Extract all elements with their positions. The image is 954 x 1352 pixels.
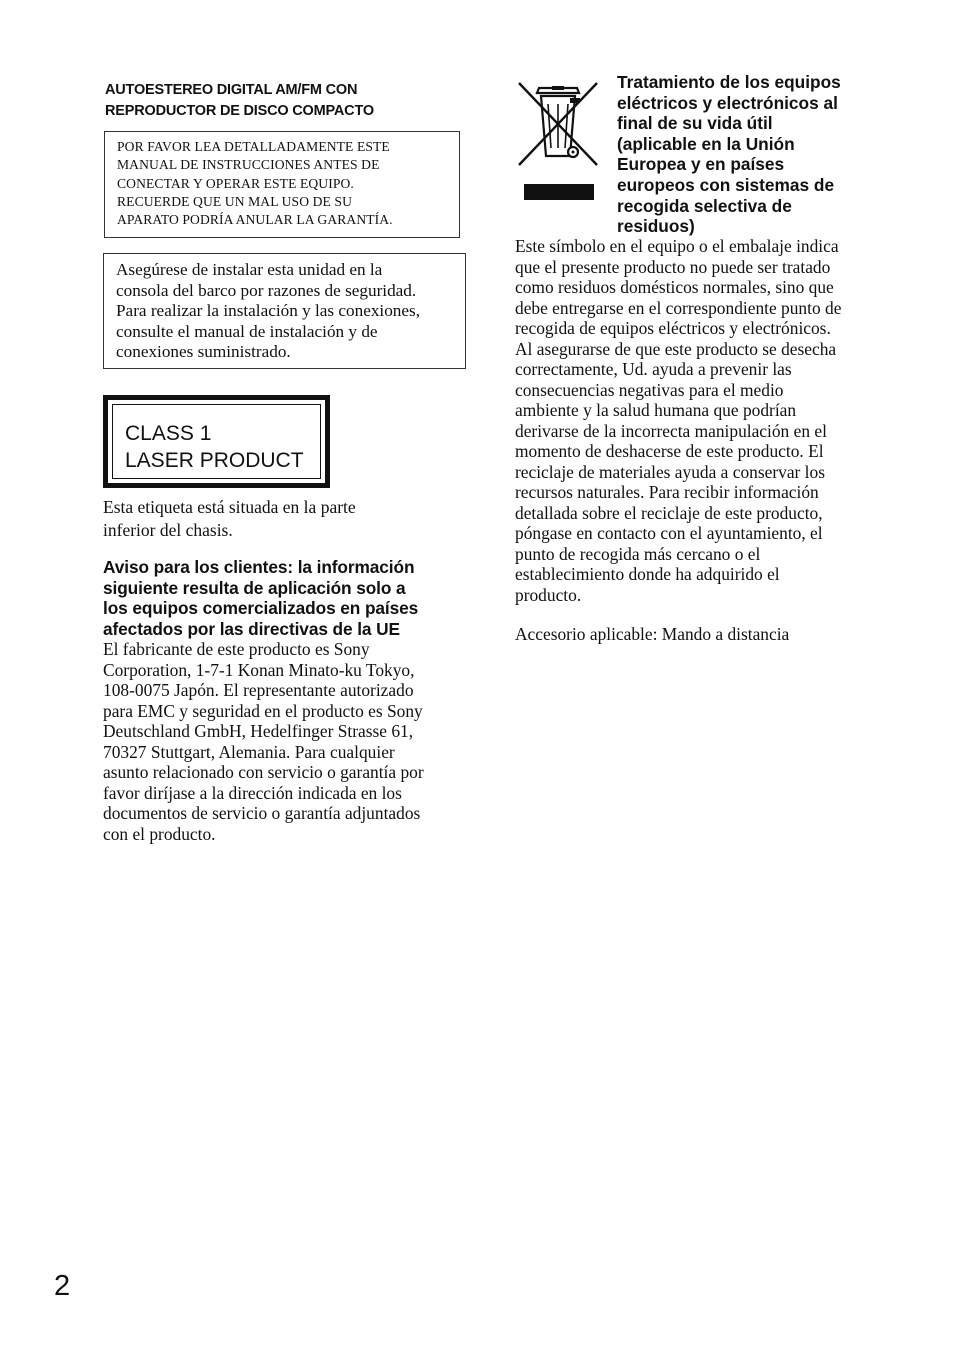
- weee-heading-line: recogida selectiva de: [617, 195, 792, 216]
- weee-heading-line: final de su vida útil: [617, 113, 773, 134]
- installation-notice-box: [103, 253, 466, 369]
- weee-body-line: Este símbolo en el equipo o el embalaje indica: [515, 236, 839, 256]
- eu-body-line: Deutschland GmbH, Hedelfinger Strasse 61,: [103, 721, 414, 741]
- weee-body: [515, 236, 885, 605]
- weee-body-line: detallada sobre el reciclaje de este producto,: [515, 502, 823, 523]
- weee-body-line: recogida de equipos eléctricos y electrónicos.: [515, 318, 831, 338]
- eu-heading-line: Aviso para los clientes: la información: [103, 557, 415, 577]
- eu-body-line: documentos de servicio o garantía adjuntados: [103, 803, 421, 823]
- install-line: consola del barco por razones de seguridad.: [116, 280, 417, 300]
- caption-line: Esta etiqueta está situada en la parte: [103, 497, 356, 517]
- weee-heading-line: eléctricos y electrónicos al: [617, 92, 838, 113]
- eu-notice-heading: [103, 557, 473, 639]
- weee-heading-line: Tratamiento de los equipos: [617, 72, 841, 92]
- notice-line: CONECTAR Y OPERAR ESTE EQUIPO.: [117, 175, 354, 191]
- weee-heading-line: (aplicable en la Unión: [617, 133, 795, 154]
- laser-label-inner-frame: [112, 404, 321, 479]
- weee-body-line: que el presente producto no puede ser tratado: [515, 256, 831, 277]
- eu-body-line: con el producto.: [103, 823, 216, 844]
- weee-heading-line: residuos): [617, 216, 695, 237]
- crossed-out-wheelie-bin-icon: [515, 78, 601, 204]
- weee-body-line: debe entregarse en el correspondiente punto de: [515, 297, 842, 318]
- product-title: [105, 80, 465, 122]
- weee-heading-line: europeos con sistemas de: [617, 174, 835, 195]
- weee-body-line: ambiente y la salud humana que podrían: [515, 400, 797, 420]
- warranty-notice-box: [104, 131, 460, 238]
- eu-body-line: El fabricante de este producto es Sony: [103, 639, 370, 659]
- install-line: Para realizar la instalación y las conexiones,: [116, 301, 420, 321]
- weee-body-line: punto de recogida más cercano o el: [515, 543, 761, 564]
- install-line: consulte el manual de instalación y de: [116, 321, 378, 341]
- eu-body-line: 70327 Stuttgart, Alemania. Para cualquier: [103, 741, 395, 762]
- weee-body-line: momento de deshacerse de este producto. El: [515, 441, 824, 461]
- eu-notice-body: [103, 639, 468, 844]
- eu-body-line: favor diríjase a la dirección indicada en los: [103, 782, 402, 803]
- laser-class-label: [103, 395, 330, 488]
- weee-body-line: producto.: [515, 584, 582, 605]
- eu-heading-line: siguiente resulta de aplicación solo a: [103, 577, 406, 598]
- weee-body-line: establecimiento donde ha adquirido el: [515, 564, 780, 584]
- laser-label-line: CLASS 1: [125, 422, 212, 445]
- weee-body-line: recursos naturales. Para recibir información: [515, 482, 819, 502]
- product-title-line: AUTOESTEREO DIGITAL AM/FM CON: [105, 82, 358, 98]
- eu-heading-line: los equipos comercializados en países: [103, 598, 419, 619]
- eu-body-line: 108-0075 Japón. El representante autorizado: [103, 680, 414, 700]
- laser-label-line: LASER PRODUCT: [125, 449, 304, 472]
- notice-line: RECUERDE QUE UN MAL USO DE SU: [117, 193, 353, 209]
- weee-body-line: Al asegurarse de que este producto se desecha: [515, 338, 837, 359]
- install-line: conexiones suministrado.: [116, 342, 291, 362]
- weee-body-line: reciclaje de materiales ayuda a conservar los: [515, 461, 825, 482]
- weee-body-line: derivarse de la incorrecta manipulación en el: [515, 420, 827, 441]
- weee-body-line: como residuos domésticos normales, sino que: [515, 277, 834, 297]
- eu-body-line: asunto relacionado con servicio o garantía por: [103, 762, 424, 782]
- weee-heading: [617, 72, 887, 237]
- eu-heading-line: afectados por las directivas de la UE: [103, 618, 400, 639]
- caption-line: inferior del chasis.: [103, 520, 233, 540]
- install-line: Asegúrese de instalar esta unidad en la: [116, 260, 383, 279]
- weee-body-line: póngase en contacto con el ayuntamiento, el: [515, 523, 823, 543]
- label-caption: [103, 496, 463, 542]
- notice-line: MANUAL DE INSTRUCCIONES ANTES DE: [117, 157, 380, 173]
- weee-body-line: correctamente, Ud. ayuda a prevenir las: [515, 359, 792, 379]
- laser-label-text: [125, 420, 304, 474]
- notice-line: APARATO PODRÍA ANULAR LA GARANTÍA.: [117, 212, 393, 228]
- page-number: 2: [54, 1270, 71, 1302]
- applicable-accessory: Accesorio aplicable: Mando a distancia: [515, 624, 790, 644]
- notice-line: POR FAVOR LEA DETALLADAMENTE ESTE: [117, 139, 390, 154]
- product-title-line: REPRODUCTOR DE DISCO COMPACTO: [105, 103, 374, 119]
- eu-body-line: para EMC y seguridad en el producto es Sony: [103, 700, 423, 721]
- eu-body-line: Corporation, 1-7-1 Konan Minato-ku Tokyo,: [103, 659, 415, 680]
- weee-body-line: consecuencias negativas para el medio: [515, 379, 784, 400]
- weee-heading-line: Europea y en países: [617, 154, 785, 175]
